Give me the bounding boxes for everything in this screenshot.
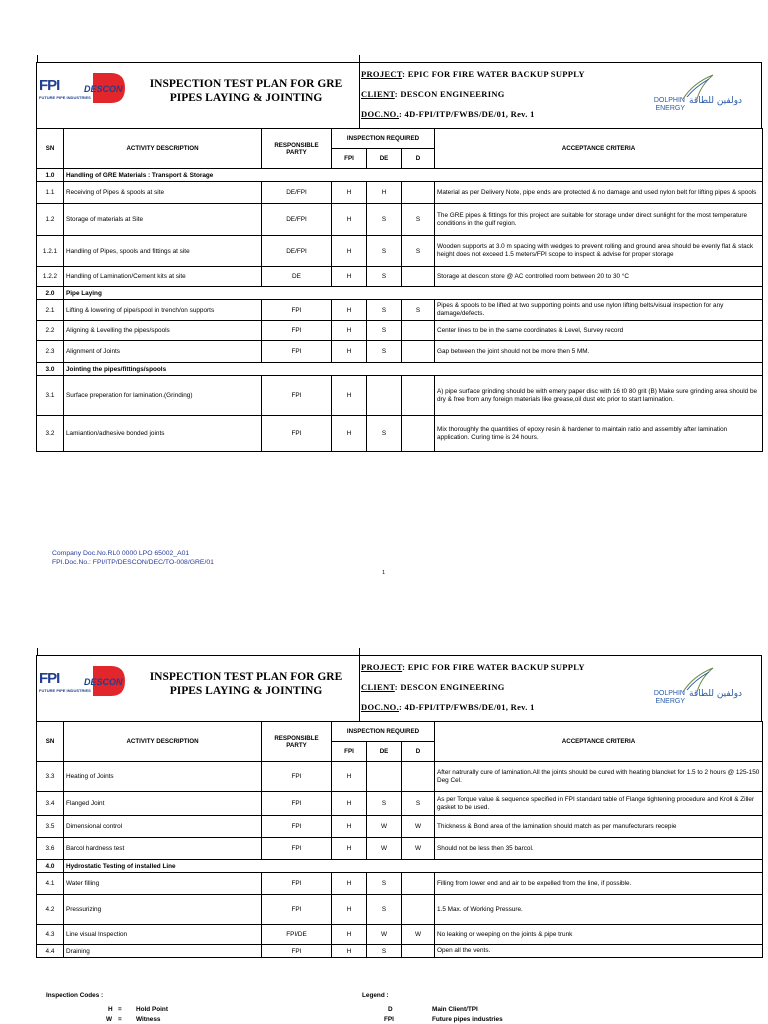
row-acceptance-criteria: Gap between the joint should not be more then 5 MM.: [435, 341, 763, 363]
row-responsible-party: DE/FPI: [262, 236, 332, 267]
section-title: Jointing the pipes/fittings/spools: [64, 363, 763, 376]
row-activity: Handling of Lamination/Cement kits at site: [64, 267, 262, 287]
row-acceptance-criteria: After natrurally cure of lamination.All the joints should be cured with heating blancket for 1.5 to 2 hours @ 125-150 Deg Cel.: [435, 762, 763, 792]
row-fpi-code: H: [332, 792, 367, 816]
company-logos: [37, 664, 133, 704]
col-activity: ACTIVITY DESCRIPTION: [64, 129, 262, 169]
col-sn: SN: [37, 129, 64, 169]
row-sn: 2.3: [37, 341, 64, 363]
row-fpi-code: H: [332, 925, 367, 945]
row-d-code: [402, 945, 435, 958]
row-de-code: S: [367, 945, 402, 958]
row-d-code: W: [402, 816, 435, 838]
row-acceptance-criteria: Material as per Delivery Note, pipe ends are protected & no damage and used nylon belt for lifting pipes & spools: [435, 182, 763, 204]
table-row: [37, 236, 763, 267]
row-fpi-code: H: [332, 267, 367, 287]
row-activity: Aligning & Levelling the pipes/spools: [64, 321, 262, 341]
company-doc-number: Company Doc.No.RL0 0000 LPO 65002_A01: [52, 550, 190, 557]
col-inspection: INSPECTION REQUIRED: [332, 722, 435, 742]
row-de-code: S: [367, 204, 402, 236]
row-sn: 3.5: [37, 816, 64, 838]
legend-label: Legend :: [362, 992, 389, 999]
row-sn: 2.1: [37, 300, 64, 321]
fpi-logo: FPI: [39, 77, 60, 94]
row-activity: Draining: [64, 945, 262, 958]
row-responsible-party: FPI/DE: [262, 925, 332, 945]
document-meta: [361, 69, 585, 129]
row-d-code: [402, 321, 435, 341]
row-sn: 1.2.2: [37, 267, 64, 287]
row-sn: 1.1: [37, 182, 64, 204]
row-acceptance-criteria: Thickness & Bond area of the lamination should match as per manufecturars recepie: [435, 816, 763, 838]
row-fpi-code: H: [332, 204, 367, 236]
client-line: CLIENT: DESCON ENGINEERING: [361, 682, 505, 692]
row-responsible-party: FPI: [262, 895, 332, 925]
col-sn: SN: [37, 722, 64, 762]
table-row: [37, 873, 763, 895]
dolphin-energy-logo: DOLPHIN ENERGY دولفين للطاقة: [633, 73, 753, 123]
row-acceptance-criteria: The GRE pipes & fittings for this project are suitable for storage under direct sunlight for the most temperature conditions in the gulf region.: [435, 204, 763, 236]
row-fpi-code: H: [332, 873, 367, 895]
row-fpi-code: H: [332, 816, 367, 838]
page-footer: [52, 549, 214, 567]
row-fpi-code: H: [332, 838, 367, 860]
row-de-code: S: [367, 267, 402, 287]
row-activity: Flanged Joint: [64, 792, 262, 816]
itp-table-page-1: [36, 128, 763, 452]
row-d-code: [402, 341, 435, 363]
row-fpi-code: H: [332, 300, 367, 321]
table-row: [37, 925, 763, 945]
col-criteria: ACCEPTANCE CRITERIA: [435, 129, 763, 169]
row-activity: Lamiantion/adhesive bonded joints: [64, 416, 262, 452]
section-number: 2.0: [37, 287, 64, 300]
hold-point-meaning: Hold Point: [136, 1006, 168, 1013]
row-de-code: H: [367, 182, 402, 204]
dolphin-energy-logo: DOLPHIN ENERGY دولفين للطاقة: [633, 666, 753, 716]
itp-table-page-2: [36, 721, 763, 958]
fpi-logo-subtitle: FUTURE PIPE INDUSTRIES: [39, 95, 91, 100]
row-responsible-party: DE/FPI: [262, 182, 332, 204]
document-header: [36, 655, 762, 721]
docno-line: DOC.NO.: 4D-FPI/ITP/FWBS/DE/01, Rev. 1: [361, 109, 535, 119]
table-row: [37, 838, 763, 860]
table-row: [37, 816, 763, 838]
row-de-code: S: [367, 873, 402, 895]
row-d-code: S: [402, 204, 435, 236]
row-d-code: [402, 182, 435, 204]
row-d-code: [402, 267, 435, 287]
row-d-code: S: [402, 300, 435, 321]
row-responsible-party: FPI: [262, 300, 332, 321]
row-sn: 3.3: [37, 762, 64, 792]
row-acceptance-criteria: Wooden supports at 3.0 m spacing with wedges to prevent rolling and ground area should be evenly flat & stack height does not exceed 1.5 meters/FPI scope to inspect & advise for proper storage: [435, 236, 763, 267]
col-de: DE: [367, 149, 402, 169]
row-sn: 3.6: [37, 838, 64, 860]
row-acceptance-criteria: Center lines to be in the same coordinates & Level, Survey record: [435, 321, 763, 341]
row-responsible-party: DE/FPI: [262, 204, 332, 236]
table-row: [37, 792, 763, 816]
row-d-code: S: [402, 792, 435, 816]
section-row: [37, 363, 763, 376]
row-sn: 3.4: [37, 792, 64, 816]
witness-meaning: Witness: [136, 1016, 161, 1023]
row-de-code: [367, 762, 402, 792]
row-sn: 3.1: [37, 376, 64, 416]
row-acceptance-criteria: 1.5 Max. of Working Pressure.: [435, 895, 763, 925]
row-acceptance-criteria: No leaking or weeping on the joints & pipe trunk: [435, 925, 763, 945]
document-meta: [361, 662, 585, 722]
row-de-code: S: [367, 895, 402, 925]
row-d-code: S: [402, 236, 435, 267]
table-row: [37, 267, 763, 287]
descon-logo-text: DESCON: [84, 84, 123, 94]
row-acceptance-criteria: As per Torque value & sequence specified in FPI standard table of Flange tightening procedure and Kroll & Ziller gasket to be used.: [435, 792, 763, 816]
row-d-code: W: [402, 925, 435, 945]
row-de-code: S: [367, 236, 402, 267]
descon-logo: [83, 71, 127, 105]
col-party: RESPONSIBLE PARTY: [262, 722, 332, 762]
itp-page-1: [36, 62, 762, 452]
row-responsible-party: FPI: [262, 792, 332, 816]
page-number: 1: [382, 570, 386, 576]
section-row: [37, 287, 763, 300]
row-d-code: [402, 762, 435, 792]
row-responsible-party: FPI: [262, 945, 332, 958]
col-fpi: FPI: [332, 149, 367, 169]
col-de: DE: [367, 742, 402, 762]
row-acceptance-criteria: Storage at descon store @ AC controlled room between 20 to 30 °C: [435, 267, 763, 287]
table-row: [37, 945, 763, 958]
row-sn: 1.2: [37, 204, 64, 236]
table-row: [37, 416, 763, 452]
row-de-code: [367, 376, 402, 416]
row-d-code: [402, 416, 435, 452]
row-responsible-party: FPI: [262, 416, 332, 452]
row-fpi-code: H: [332, 762, 367, 792]
row-responsible-party: FPI: [262, 873, 332, 895]
document-title: INSPECTION TEST PLAN FOR GRE PIPES LAYING & JOINTING: [149, 78, 343, 104]
row-de-code: S: [367, 416, 402, 452]
row-fpi-code: H: [332, 182, 367, 204]
row-activity: Pressurizing: [64, 895, 262, 925]
descon-logo: [83, 664, 127, 698]
col-fpi: FPI: [332, 742, 367, 762]
row-activity: Surface preperation for lamination.(Grinding): [64, 376, 262, 416]
col-party: RESPONSIBLE PARTY: [262, 129, 332, 169]
section-row: [37, 860, 763, 873]
row-activity: Handling of Pipes, spools and fittings at site: [64, 236, 262, 267]
row-activity: Receiving of Pipes & spools at site: [64, 182, 262, 204]
row-fpi-code: H: [332, 236, 367, 267]
main-client-meaning: Main Client/TPI: [432, 1006, 478, 1013]
row-fpi-code: H: [332, 376, 367, 416]
fpi-meaning: Future pipes industries: [432, 1016, 503, 1023]
table-row: [37, 762, 763, 792]
row-de-code: W: [367, 925, 402, 945]
row-de-code: W: [367, 816, 402, 838]
row-acceptance-criteria: Should not be less then 35 barcol.: [435, 838, 763, 860]
row-activity: Barcol hardness test: [64, 838, 262, 860]
row-d-code: [402, 873, 435, 895]
row-activity: Heating of Joints: [64, 762, 262, 792]
row-acceptance-criteria: Pipes & spools to be lifted at two supporting points and use nylon lifting belts/visual inspection for any damage/defects.: [435, 300, 763, 321]
row-d-code: [402, 376, 435, 416]
row-responsible-party: FPI: [262, 762, 332, 792]
table-row: [37, 341, 763, 363]
fpi-logo: FPI: [39, 670, 60, 687]
row-de-code: S: [367, 341, 402, 363]
section-number: 3.0: [37, 363, 64, 376]
section-title: Pipe Laying: [64, 287, 763, 300]
table-row: [37, 182, 763, 204]
row-activity: Water filling: [64, 873, 262, 895]
row-d-code: W: [402, 838, 435, 860]
row-activity: Line visual Inspection: [64, 925, 262, 945]
client-line: CLIENT: DESCON ENGINEERING: [361, 89, 505, 99]
row-responsible-party: FPI: [262, 816, 332, 838]
row-responsible-party: FPI: [262, 838, 332, 860]
row-responsible-party: FPI: [262, 321, 332, 341]
section-number: 1.0: [37, 169, 64, 182]
table-row: [37, 300, 763, 321]
project-line: PROJECT: EPIC FOR FIRE WATER BACKUP SUPPLY: [361, 69, 585, 79]
row-de-code: S: [367, 792, 402, 816]
itp-page-2: [36, 655, 762, 958]
row-de-code: S: [367, 300, 402, 321]
row-d-code: [402, 895, 435, 925]
row-fpi-code: H: [332, 945, 367, 958]
row-sn: 4.1: [37, 873, 64, 895]
table-row: [37, 376, 763, 416]
docno-line: DOC.NO.: 4D-FPI/ITP/FWBS/DE/01, Rev. 1: [361, 702, 535, 712]
section-number: 4.0: [37, 860, 64, 873]
col-d: D: [402, 742, 435, 762]
section-row: [37, 169, 763, 182]
row-sn: 4.2: [37, 895, 64, 925]
row-activity: Dimensional control: [64, 816, 262, 838]
col-criteria: ACCEPTANCE CRITERIA: [435, 722, 763, 762]
table-row: [37, 895, 763, 925]
fpi-doc-number: FPI.Doc.No.: FPI/ITP/DESCON/DEC/TO-008/GRE/01: [52, 559, 214, 566]
inspection-codes-label: Inspection Codes :: [46, 992, 104, 999]
document-title: INSPECTION TEST PLAN FOR GRE PIPES LAYING & JOINTING: [149, 671, 343, 697]
row-sn: 4.4: [37, 945, 64, 958]
row-sn: 2.2: [37, 321, 64, 341]
row-sn: 1.2.1: [37, 236, 64, 267]
row-acceptance-criteria: A) pipe surface grinding should be with emery paper disc with 16 t0 80 grit (B) Make sure grinding area should be dry & free from any foreign materials like grease,oil dust etc prior to start lamination.: [435, 376, 763, 416]
document-header: [36, 62, 762, 128]
row-activity: Alignment of Joints: [64, 341, 262, 363]
company-logos: [37, 71, 133, 111]
row-acceptance-criteria: Open all the vents.: [435, 945, 763, 958]
section-title: Hydrostatic Testing of installed Line: [64, 860, 763, 873]
row-responsible-party: DE: [262, 267, 332, 287]
row-acceptance-criteria: Mix thoroughly the quantities of epoxy resin & hardener to maintain ratio and assembly after lamination application. Curing time is 24 hours.: [435, 416, 763, 452]
col-inspection: INSPECTION REQUIRED: [332, 129, 435, 149]
project-line: PROJECT: EPIC FOR FIRE WATER BACKUP SUPPLY: [361, 662, 585, 672]
table-row: [37, 321, 763, 341]
table-row: [37, 204, 763, 236]
row-fpi-code: H: [332, 895, 367, 925]
row-sn: 4.3: [37, 925, 64, 945]
col-d: D: [402, 149, 435, 169]
row-fpi-code: H: [332, 321, 367, 341]
row-fpi-code: H: [332, 416, 367, 452]
row-de-code: W: [367, 838, 402, 860]
fpi-logo-subtitle: FUTURE PIPE INDUSTRIES: [39, 688, 91, 693]
section-title: Handling of GRE Materials : Transport & Storage: [64, 169, 763, 182]
row-acceptance-criteria: Filling from lower end and air to be expelled from the line, if possible.: [435, 873, 763, 895]
row-activity: Storage of materials at Site: [64, 204, 262, 236]
row-sn: 3.2: [37, 416, 64, 452]
row-responsible-party: FPI: [262, 341, 332, 363]
row-responsible-party: FPI: [262, 376, 332, 416]
col-activity: ACTIVITY DESCRIPTION: [64, 722, 262, 762]
row-activity: Lifting & lowering of pipe/spool in trench/on supports: [64, 300, 262, 321]
descon-logo-text: DESCON: [84, 677, 123, 687]
row-de-code: S: [367, 321, 402, 341]
row-fpi-code: H: [332, 341, 367, 363]
